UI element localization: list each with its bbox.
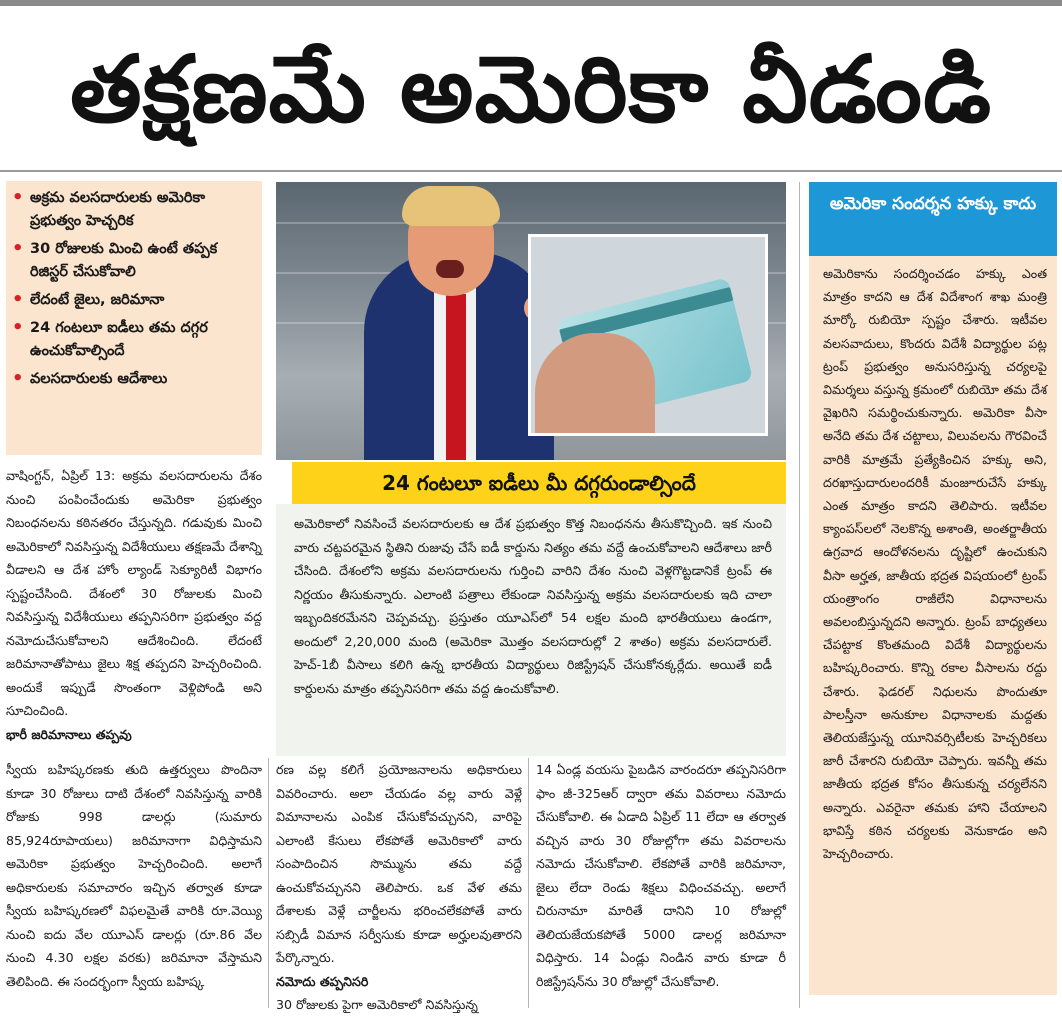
top-border — [0, 0, 1062, 6]
highlight-item: • లేదంటే జైలు, జరిమానా — [12, 289, 165, 310]
article-text: స్వీయ బహిష్కరణకు తుది ఉత్తర్వులు పొందినా కూడా 30 రోజులు దాటి దేశంలో నివసిస్తున్న వారికి రోజుకు 998 డాలర్లు (సుమారు 85,924రూపాయలు) జరిమానాగా విధిస్తామని అమెరికా ప్రభుత్వం హెచ్చరించింది. అలాగే అధికారులకు సమాచారం ఇచ్చిన తర్వాత కూడా స్వీయ బహిష్కరణలో విఫలమైతే వారికి రూ.వెయ్యి నుంచి ఐదు వేల యూఎస్ డాలర్లు (రూ.86 వేల నుంచి 4.30 లక్షల వరకు) జరిమానా వేస్తామని తెలిపింది. ఈ సందర్భంగా స్వీయ బహిష్క — [6, 762, 262, 989]
boxed-story-text: అమెరికాలో నివసించే వలసదారులకు ఆ దేశ ప్రభుత్వం కొత్త నిబంధనను తీసుకొచ్చింది. ఇక నుంచి వారు చట్టపరమైన స్థితిని రుజువు చేసే ఐడీ కార్డును నిత్యం తమ వద్దే ఉంచుకోవాలని ఆదేశాలు జారీ చేసింది. దేశంలోని అక్రమ వలసదారులను గుర్తించి వారిని దేశం నుంచి వెళ్లగొట్టడానికే ట్రంప్ ఈ నిర్ణయం తీసుకున్నారు. ఎలాంటి పత్రాలు లేకుండా నివసిస్తున్న అక్రమ వలసదారులకు ఇది చాలా ఇబ్బందికరమేనని చెప్పవచ్చు. ప్రస్తుతం యూఎస్‌లో 54 లక్షల మంది భారతీయులు ఉండగా, అందులో 2,20,000 మంది (అమెరికా మొత్తం వలసదారుల్లో 2 శాతం) అక్రమ వలసదారులే. హెచ్-1బీ వీసాలు కలిగి ఉన్న భారతీయ విద్యార్థులు రిజిస్ట్రేషన్ చేసుకోనక్కర్లేదు. అయితే ఐడీ కార్డులను మాత్రం తప్పనిసరిగా తమ వద్ద ఉంచుకోవాలి. — [294, 516, 772, 696]
headline: తక్షణమే అమెరికా వీడండి — [69, 36, 993, 143]
bullet-icon: • — [12, 238, 24, 259]
column-left-top — [6, 464, 262, 746]
column-right — [536, 758, 786, 993]
highlight-item: • 30 రోజులకు మించి ఉంటే తప్పక రిజిస్టర్ చేసుకోవాలి — [12, 238, 218, 280]
subheading: భారీ జరిమానాలు తప్పవు — [6, 726, 132, 742]
bullet-icon: • — [12, 187, 24, 208]
column-divider — [268, 758, 269, 1008]
sidebar-box — [809, 256, 1057, 995]
sidebar-text: అమెరికాను సందర్శించడం హక్కు ఎంత మాత్రం కాదని ఆ దేశ విదేశాంగ శాఖ మంత్రి మార్కో రుబియో స్పష్టం చేశారు. ఇటీవల వలసవాదులు, కొందరు విదేశీ విద్యార్థుల పట్ల ట్రంప్ ప్రభుత్వం అనుసరిస్తున్న చర్యలపై విమర్శలు వస్తున్న క్రమంలో రుబియో తమ దేశ వైఖరిని సమర్థించుకున్నారు. అమెరికా వీసా అనేది తమ దేశ చట్టాలు, విలువలను గౌరవించే వారికి మాత్రమే ప్రత్యేకించిన హక్కు అని, దరఖాస్తుదారులందరికీ మంజూరుచేసే హక్కు ఎంత మాత్రం కాదని తెలిపారు. ఇటీవల క్యాంపస్‌లలో నెలకొన్న అశాంతి, అంతర్జాతీయ ఉగ్రవాద ఆందోళనలను దృష్టిలో ఉంచుకుని వీసా అర్హత, జాతీయ భద్రత విషయంలో ట్రంప్ యంత్రాంగం రాజీలేని విధానాలను అవలంబిస్తున్నదని అన్నారు. ట్రంప్ బాధ్యతలు చేపట్టాక కొంతమంది విదేశీ విద్యార్థులను బహిష్కరించారు. కొన్ని రకాల వీసాలను రద్దు చేశారు. ఫెడరల్ నిధులను పొందుతూ పాలస్తీనా అనుకూల విధానాలకు మద్దతు తెలియజేస్తున్న యూనివర్సిటీలకు హెచ్చరికలు జారీ చేశారని రుబియో చెప్పారు. ఇవన్నీ తమ జాతీయ భద్రత కోసం తీసుకున్న చర్యలేనని అన్నారు. ఎవరైనా తమకు హాని చేయాలని భావిస్తే కఠిన చర్యలకు వెనుకాడం అని హెచ్చరించారు. — [823, 266, 1047, 862]
article-lead: వాషింగ్టన్, ఏప్రిల్ 13: అక్రమ వలసదారులను దేశం నుంచి పంపించేందుకు అమెరికా ప్రభుత్వం నిబంధనలను కఠినతరం చేస్తున్నది. గడువుకు మించి అమెరికాలో నివసిస్తున్న విదేశీయులు తక్షణమే దేశాన్ని వీడాలని ఆ దేశ హోం ల్యాండ్ సెక్యూరిటీ విభాగం స్పష్టంచేసింది. దేశంలో 30 రోజులకు మించి నివసిస్తున్న విదేశీయులు తప్పనిసరిగా ప్రభుత్వం వద్ద నమోదుచేసుకోవాలని ఆదేశించింది. లేదంటే జరిమానాతోపాటు జైలు శిక్ష తప్పదని హెచ్చరించింది. అందుకే ఇప్పుడే సొంతంగా వెళ్లిపోండి అని సూచించింది. — [6, 468, 262, 718]
highlight-item: • వలసదారులకు ఆదేశాలు — [12, 368, 168, 389]
bullet-icon: • — [12, 289, 24, 310]
column-divider — [528, 758, 529, 1008]
highlight-item: • అక్రమ వలసదారులకు అమెరికా ప్రభుత్వం హెచ్చరిక — [12, 187, 206, 229]
bullet-icon: • — [12, 368, 24, 389]
red-tie — [446, 294, 466, 460]
subheading: నమోదు తప్పనిసరి — [276, 973, 369, 989]
article-text: 14 ఏండ్ల వయసు పైబడిన వారందరూ తప్పనిసరిగా ఫాం జీ-325ఆర్ ద్వారా తమ వివరాలు నమోదు చేసుకోవాలి. ఈ ఏడాది ఏప్రిల్ 11 లేదా ఆ తర్వాత వచ్చిన వారు 30 రోజుల్లోగా తమ వివరాలను నమోదు చేసుకోవాలి. లేకపోతే వారికి జరిమానా, జైలు లేదా రెండు శిక్షలు విధించవచ్చు. అలాగే చిరునామా మారితే దానిని 10 రోజుల్లో తెలియజేయకపోతే 5000 డాలర్ల జరిమానా విధిస్తారు. 14 ఏండ్లు నిండిన వారు కూడా రీ రిజిస్ట్రేషన్‌ను 30 రోజుల్లో చేసుకోవాలి. — [536, 762, 786, 989]
column-middle — [276, 758, 522, 1017]
headline-rule — [0, 170, 1062, 172]
column-left-bottom — [6, 758, 262, 993]
sidebar-divider — [799, 182, 800, 1008]
sidebar-title: అమెరికా సందర్శన హక్కు కాదు — [809, 182, 1057, 256]
highlights-box — [6, 181, 262, 455]
news-photo — [276, 182, 786, 460]
bullet-icon: • — [12, 317, 24, 338]
article-text: రణ వల్ల కలిగే ప్రయోజనాలను అధికారులు వివరించారు. అలా చేయడం వల్ల వారు వెళ్లే విమానాలను ఎంపిక చేసుకోవచ్చునని, వారిపై ఎలాంటి కేసులు లేకపోతే అమెరికాలో వారు సంపాదించిన సొమ్మును తమ వద్దే ఉంచుకోవచ్చునని తెలిపారు. ఒక వేళ తమ దేశాలకు వెళ్లే చార్జీలను భరించలేకపోతే వారు సబ్సిడీ విమాన సర్వీసుకు కూడా అర్హులవుతారని పేర్కొన్నారు. — [276, 762, 522, 965]
green-card-inset — [528, 234, 768, 436]
boxed-story — [276, 504, 786, 756]
highlight-item: • 24 గంటలూ ఐడీలు తమ దగ్గర ఉంచుకోవాల్సిందే — [12, 317, 208, 359]
article-text: 30 రోజులకు పైగా అమెరికాలో నివసిస్తున్న — [276, 997, 478, 1012]
boxed-story-banner: 24 గంటలూ ఐడీలు మీ దగ్గరుండాల్సిందే — [292, 462, 786, 504]
